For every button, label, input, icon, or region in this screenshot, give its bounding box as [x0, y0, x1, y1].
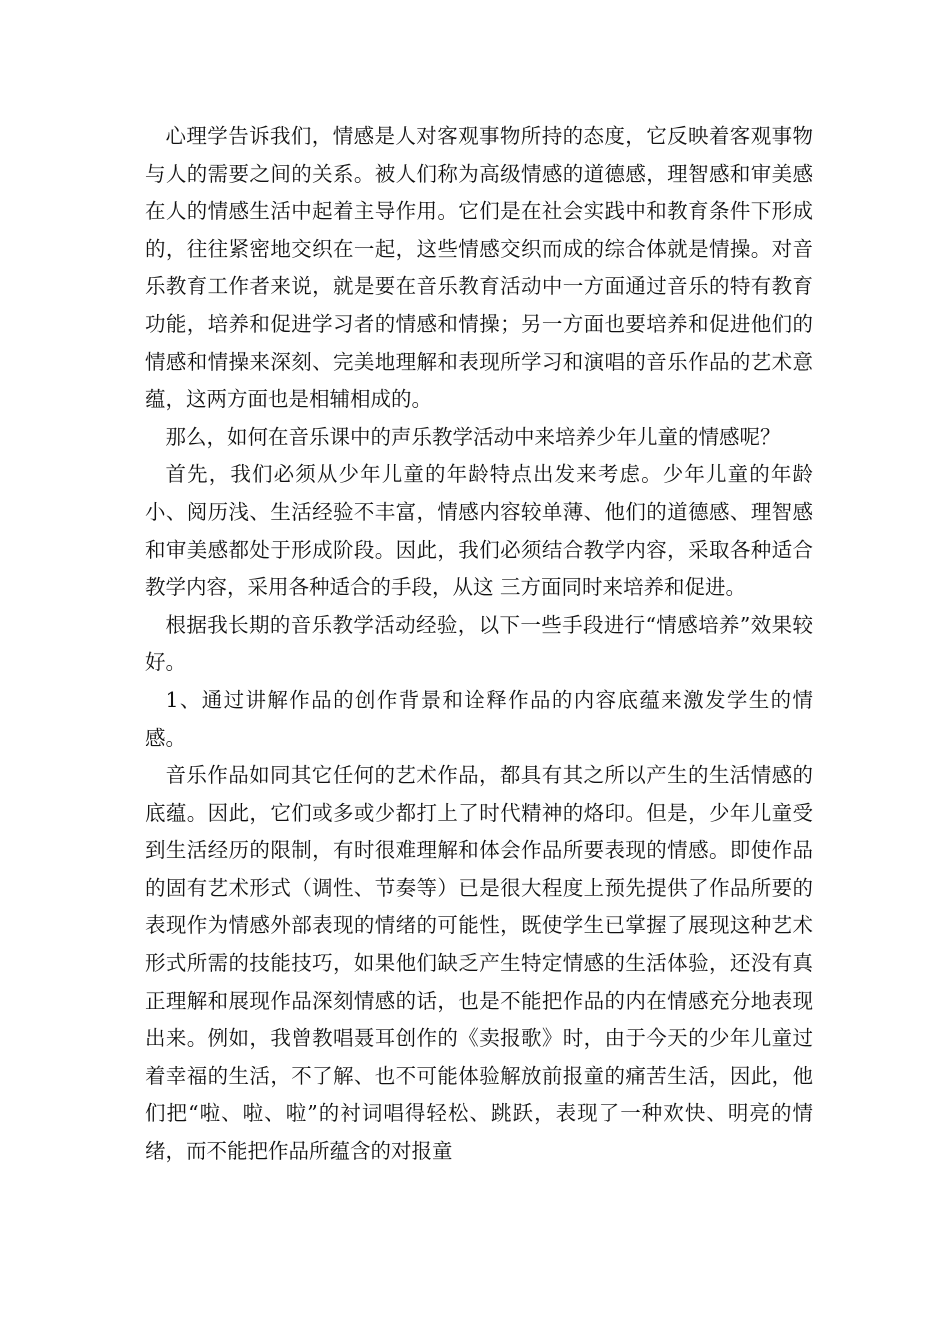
document-body — [145, 118, 813, 1171]
paragraph-method-heading: 1、通过讲解作品的创作背景和诠释作品的内容底蕴来激发学生的情感。 — [145, 687, 813, 750]
paragraph-question: 那么，如何在音乐课中的声乐教学活动中来培养少年儿童的情感呢？ — [165, 424, 781, 449]
paragraph-music-works: 音乐作品如同其它任何的艺术作品，都具有其之所以产生的生活情感的底蕴。因此，它们或多或少都打上了时代精神的烙印。但是，少年儿童受到生活经历的限制，有时很难理解和体会作品所要表现的情感。即使作品的固有艺术形式（调性、节奏等）已是很大程度上预先提供了作品所要的表现作为情感外部表现的情绪的可能性，既使学生已掌握了展现这种艺术形式所需的技能技巧，如果他们缺乏产生特定情感的生活体验，还没有真正理解和展现作品深刻情感的话，也是不能把作品的内在情感充分地表现出来。例如，我曾教唱聂耳创作的《卖报歌》时，由于今天的少年儿童过着幸福的生活，不了解、也不可能体验解放前报童的痛苦生活，因此，他们把“啦、啦、啦”的衬词唱得轻松、跳跃，表现了一种欢快、明亮的情绪，而不能把作品所蕴含的对报童 — [145, 763, 813, 1164]
paragraph-first-consideration: 首先，我们必须从少年儿童的年龄特点出发来考虑。少年儿童的年龄小、阅历浅、生活经验不丰富，情感内容较单薄、他们的道德感、理智感和审美感都处于形成阶段。因此，我们必须结合教学内容，采取各种适合教学内容，采用各种适合的手段，从这 三方面同时来培养和促进。 — [145, 462, 813, 600]
paragraph-emotion-psychology: 心理学告诉我们，情感是人对客观事物所持的态度，它反映着客观事物与人的需要之间的关系。被人们称为高级情感的道德感，理智感和审美感在人的情感生活中起着主导作用。它们是在社会实践中和教育条件下形成的，往往紧密地交织在一起，这些情感交织而成的综合体就是情操。对音乐教育工作者来说，就是要在音乐教育活动中一方面通过音乐的特有教育功能，培养和促进学习者的情感和情操；另一方面也要培养和促进他们的情感和情操来深刻、完美地理解和表现所学习和演唱的音乐作品的艺术意蕴，这两方面也是相辅相成的。 — [145, 124, 813, 412]
paragraph-experience-intro: 根据我长期的音乐教学活动经验，以下一些手段进行“情感培养”效果较好。 — [145, 612, 813, 675]
